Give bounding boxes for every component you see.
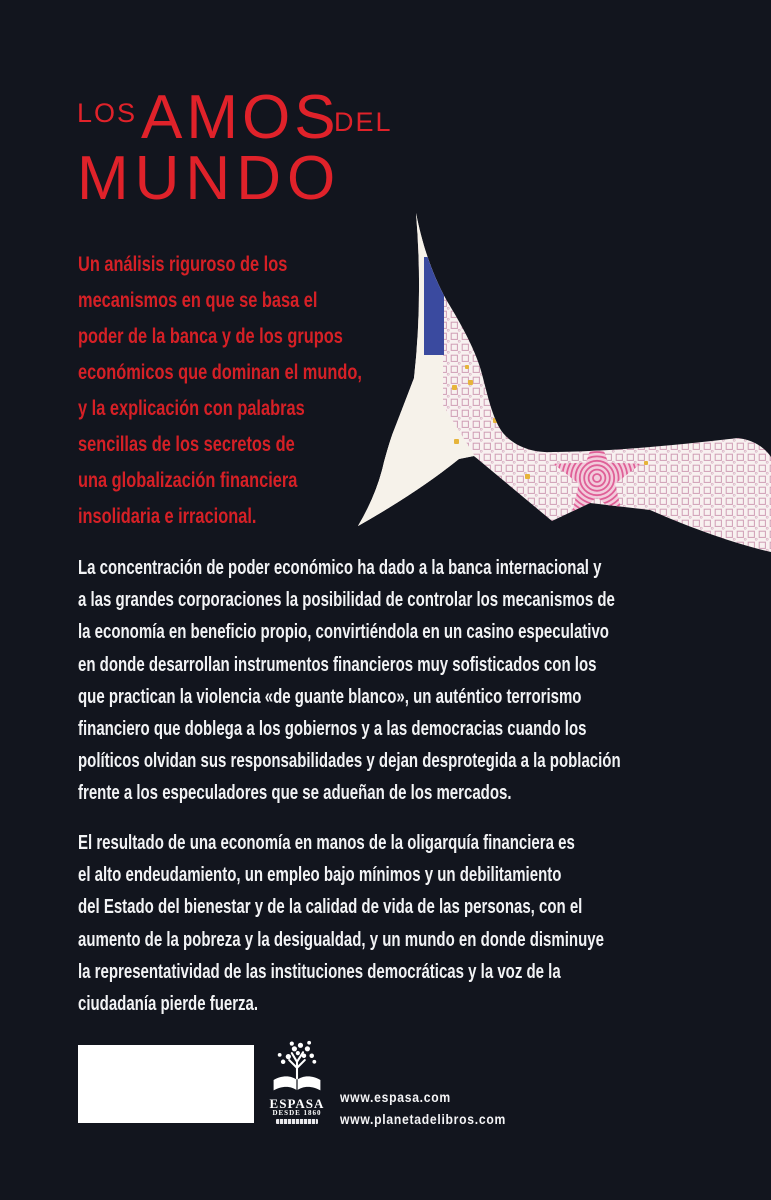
text-line: La concentración de poder económico ha dado a la banca internacional y: [78, 557, 602, 579]
publisher-since: DESDE 1860: [272, 1109, 322, 1117]
text-line: insolidaria e irracional.: [78, 505, 257, 528]
text-line: poder de la banca y de los grupos: [78, 325, 343, 348]
text-line: sencillas de los secretos de: [78, 433, 295, 456]
title-word-amos: AMOS: [141, 83, 340, 152]
text-line: y la explicación con palabras: [78, 397, 305, 420]
text-line: en donde desarrollan instrumentos financieros muy sofisticados con los: [78, 653, 597, 676]
text-line: del Estado del bienestar y de la calidad de vida de las personas, con el: [78, 896, 583, 919]
text-line: frente a los especuladores que se adueñan de los mercados.: [78, 782, 512, 805]
text-line: políticos olvidan sus responsabilidades y dejan desprotegida a la población: [78, 750, 621, 773]
text-line: financiero que doblega a los gobiernos y a las democracias cuando los: [78, 718, 587, 741]
publisher-url-planetadelibros: www.planetadelibros.com: [340, 1112, 506, 1127]
tree-icon: [278, 1041, 316, 1078]
text-line: que practican la violencia «de guante blanco», un auténtico terrorismo: [78, 685, 582, 708]
text-line: El resultado de una economía en manos de la oligarquía financiera es: [78, 832, 575, 854]
text-line: una globalización financiera: [78, 469, 298, 492]
body-paragraph-1: [78, 552, 771, 810]
text-line: económicos que dominan el mundo,: [78, 361, 362, 384]
text-line: mecanismos en que se basa el: [78, 289, 318, 312]
text-line: ciudadanía pierde fuerza.: [78, 993, 259, 1016]
title-word-mundo: MUNDO: [77, 144, 342, 213]
title-word-del: DEL: [334, 107, 393, 137]
text-line: la economía en beneficio propio, convirtiéndola en un casino especulativo: [78, 621, 609, 644]
body-paragraph-2: [78, 827, 771, 1020]
text-line: la representatividad de las instituciones democráticas y la voz de la: [78, 960, 561, 983]
text-line: Un análisis riguroso de los: [78, 253, 288, 276]
intro-paragraph: [78, 247, 442, 535]
publisher-url-espasa: www.espasa.com: [340, 1090, 451, 1105]
publisher-ribbon: [276, 1119, 318, 1124]
text-line: a las grandes corporaciones la posibilidad de controlar los mecanismos de: [78, 589, 615, 612]
title-word-los: LOS: [77, 98, 138, 128]
text-line: el alto endeudamiento, un empleo bajo mínimos y un debilitamiento: [78, 864, 562, 887]
barcode-placeholder: [78, 1045, 254, 1123]
espasa-tree-book-logo: [271, 1038, 323, 1096]
publisher-name: ESPASA: [269, 1096, 325, 1111]
text-line: aumento de la pobreza y la desigualdad, y un mundo en donde disminuye: [78, 928, 604, 951]
